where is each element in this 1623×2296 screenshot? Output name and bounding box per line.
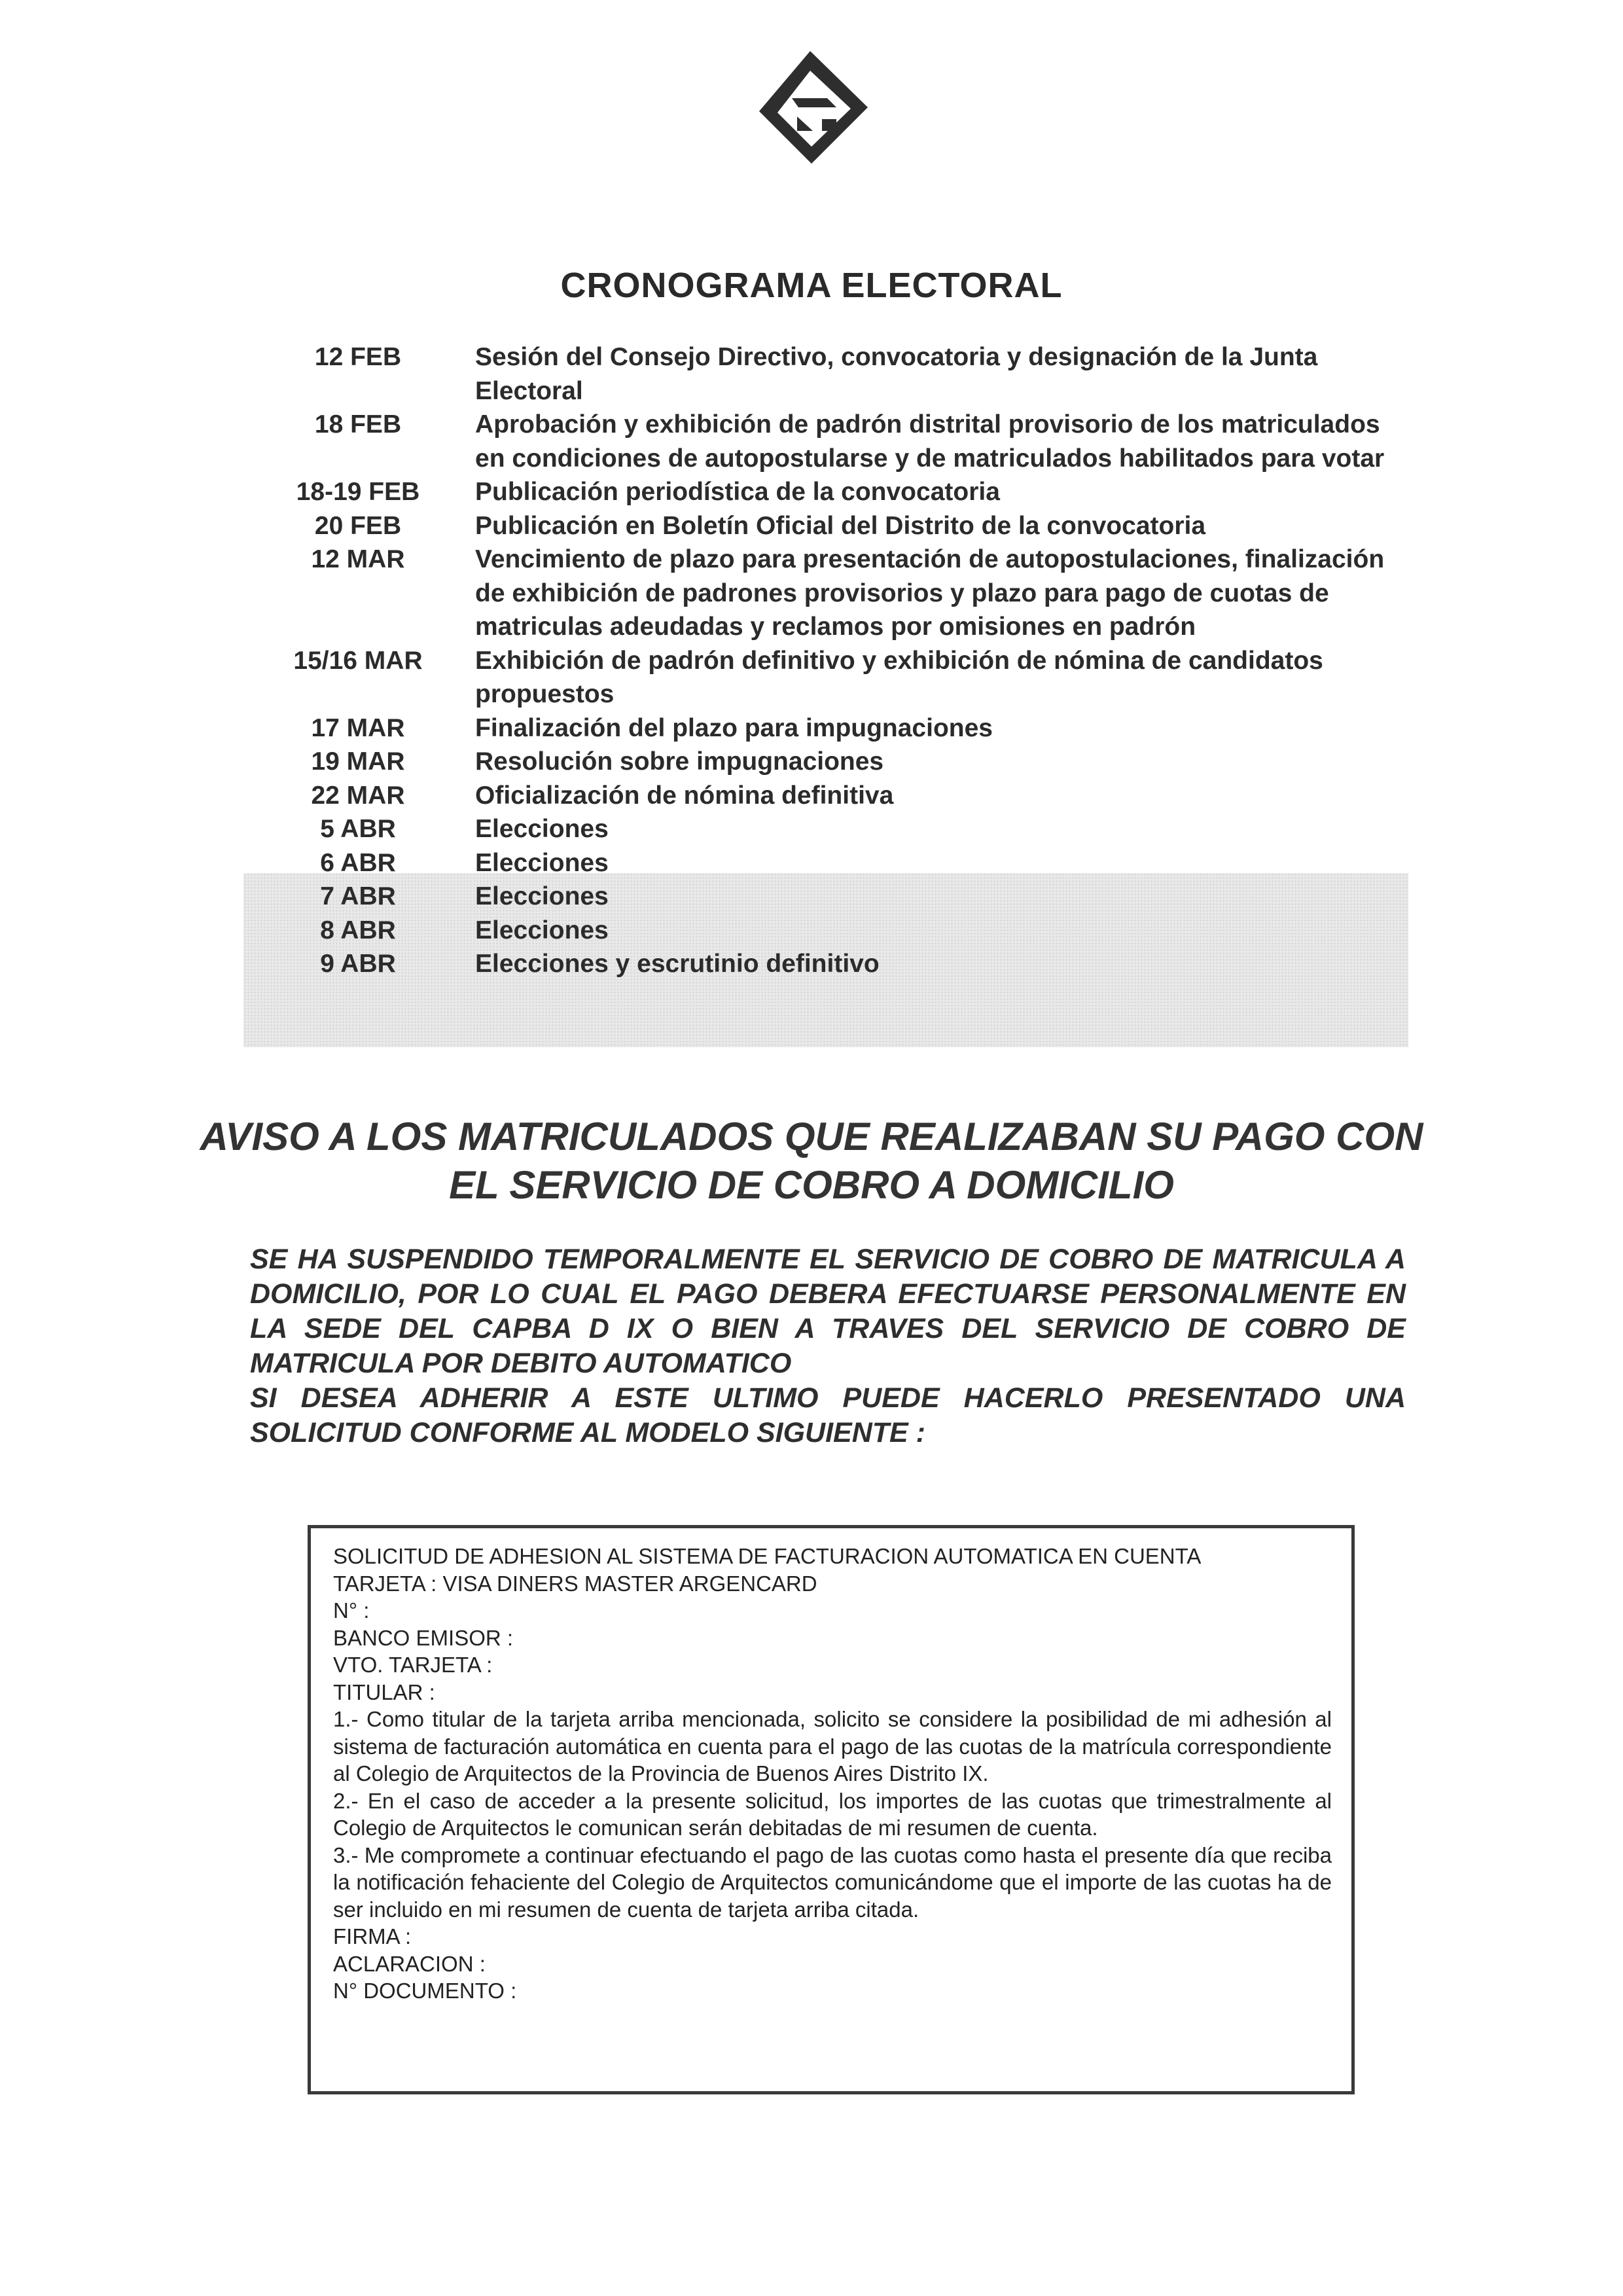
schedule-date: 7 ABR	[320, 882, 396, 910]
document-number-label: N° DOCUMENTO :	[333, 1979, 517, 2003]
schedule-date: 18-19 FEB	[296, 478, 420, 506]
schedule-row	[243, 914, 1408, 948]
schedule-row	[243, 340, 1408, 408]
schedule-event: Elecciones	[475, 916, 609, 944]
schedule-event: Finalización del plazo para impugnaciones	[475, 713, 993, 742]
form-clause: 2.- En el caso de acceder a la presente solicitud, los importes de las cuotas que trimestralmente al Colegio de Arquitectos le comunican serán debitadas de mi resumen de cuenta.	[333, 1788, 1332, 1840]
schedule-row	[243, 779, 1408, 813]
schedule-row	[243, 509, 1408, 543]
electoral-schedule	[243, 340, 1408, 981]
form-title: SOLICITUD DE ADHESION AL SISTEMA DE FACTURACION AUTOMATICA EN CUENTA	[333, 1544, 1202, 1568]
card-type-line: TARJETA : VISA DINERS MASTER ARGENCARD	[333, 1571, 817, 1596]
schedule-date: 22 MAR	[311, 781, 405, 810]
schedule-event: Publicación periodística de la convocatoria	[475, 478, 1000, 506]
card-number-label: N° :	[333, 1598, 370, 1623]
schedule-row	[243, 475, 1408, 509]
schedule-date: 8 ABR	[320, 916, 396, 944]
form-clause: 1.- Como titular de la tarjeta arriba mencionada, solicito se considere la posibilidad de mi adhesión al sistema de facturación automática en cuenta para el pago de las cuotas de la matrícula correspondiente al Colegio de Arquitectos de la Provincia de Buenos Aires Distrito IX.	[333, 1707, 1332, 1785]
schedule-date: 19 MAR	[311, 747, 405, 776]
schedule-date: 15/16 MAR	[293, 646, 423, 675]
schedule-title: CRONOGRAMA ELECTORAL	[560, 266, 1063, 305]
form-clause: 3.- Me compromete a continuar efectuando el pago de las cuotas como hasta el presente día que reciba la notificación fehaciente del Colegio de Arquitectos comunicándome que el importe de las cuotas ha de ser incluido en mi resumen de cuenta de tarjeta arriba citada.	[333, 1842, 1332, 1922]
schedule-event: Publicación en Boletín Oficial del Distrito de la convocatoria	[475, 511, 1206, 540]
signature-label: FIRMA :	[333, 1924, 412, 1948]
schedule-event: Sesión del Consejo Directivo, convocatoria y designación de la Junta Electoral	[475, 343, 1318, 405]
schedule-date: 5 ABR	[320, 815, 396, 843]
schedule-date: 12 MAR	[311, 545, 405, 573]
schedule-date: 17 MAR	[311, 713, 405, 742]
schedule-date: 12 FEB	[314, 343, 402, 371]
schedule-row	[243, 947, 1408, 981]
notice-heading: AVISO A LOS MATRICULADOS QUE REALIZABAN SU PAGO CON EL SERVICIO DE COBRO A DOMICILIO	[200, 1115, 1423, 1207]
schedule-row	[243, 812, 1408, 846]
notice-paragraph: SI DESEA ADHERIR A ESTE ULTIMO PUEDE HACERLO PRESENTADO UNA SOLICITUD CONFORME AL MODELO SIGUIENTE :	[250, 1382, 1406, 1448]
schedule-event: Vencimiento de plazo para presentación de autopostulaciones, finalización de exhibición de padrones provisorios y plazo para pago de cuotas de matriculas adeudadas y reclamos por omisiones en padrón	[475, 545, 1385, 641]
schedule-event: Resolución sobre impugnaciones	[475, 747, 884, 776]
schedule-event: Elecciones	[475, 848, 609, 877]
issuing-bank-label: BANCO EMISOR :	[333, 1625, 514, 1650]
schedule-row	[243, 846, 1408, 880]
schedule-row	[243, 745, 1408, 779]
schedule-event: Elecciones	[475, 882, 609, 910]
schedule-event: Elecciones y escrutinio definitivo	[475, 950, 880, 978]
clarification-label: ACLARACION :	[333, 1951, 486, 1976]
schedule-row	[243, 880, 1408, 914]
schedule-row	[243, 543, 1408, 644]
capba-diamond-logo-icon	[759, 51, 877, 182]
schedule-event: Exhibición de padrón definitivo y exhibición de nómina de candidatos propuestos	[475, 646, 1323, 708]
card-expiry-label: VTO. TARJETA :	[333, 1653, 493, 1677]
card-holder-label: TITULAR :	[333, 1679, 435, 1704]
schedule-event: Aprobación y exhibición de padrón distrital provisorio de los matriculados en condiciones de autopostularse y de matriculados habilitados para votar	[475, 410, 1385, 473]
schedule-row	[243, 711, 1408, 745]
schedule-row	[243, 408, 1408, 475]
adhesion-request-form	[308, 1525, 1355, 2094]
schedule-date: 9 ABR	[320, 950, 396, 978]
schedule-row	[243, 644, 1408, 711]
schedule-date: 20 FEB	[314, 511, 402, 540]
notice-body	[250, 1242, 1406, 1450]
notice-paragraph: SE HA SUSPENDIDO TEMPORALMENTE EL SERVICIO DE COBRO DE MATRICULA A DOMICILIO, POR LO CUAL EL PAGO DEBERA EFECTUARSE PERSONALMENTE EN LA SEDE DEL CAPBA D IX O BIEN A TRAVES DEL SERVICIO DE COBRO DE MATRICULA POR DEBITO AUTOMATICO	[250, 1244, 1406, 1379]
schedule-date: 18 FEB	[314, 410, 402, 439]
schedule-event: Elecciones	[475, 815, 609, 843]
schedule-event: Oficialización de nómina definitiva	[475, 781, 894, 810]
schedule-date: 6 ABR	[320, 848, 396, 877]
